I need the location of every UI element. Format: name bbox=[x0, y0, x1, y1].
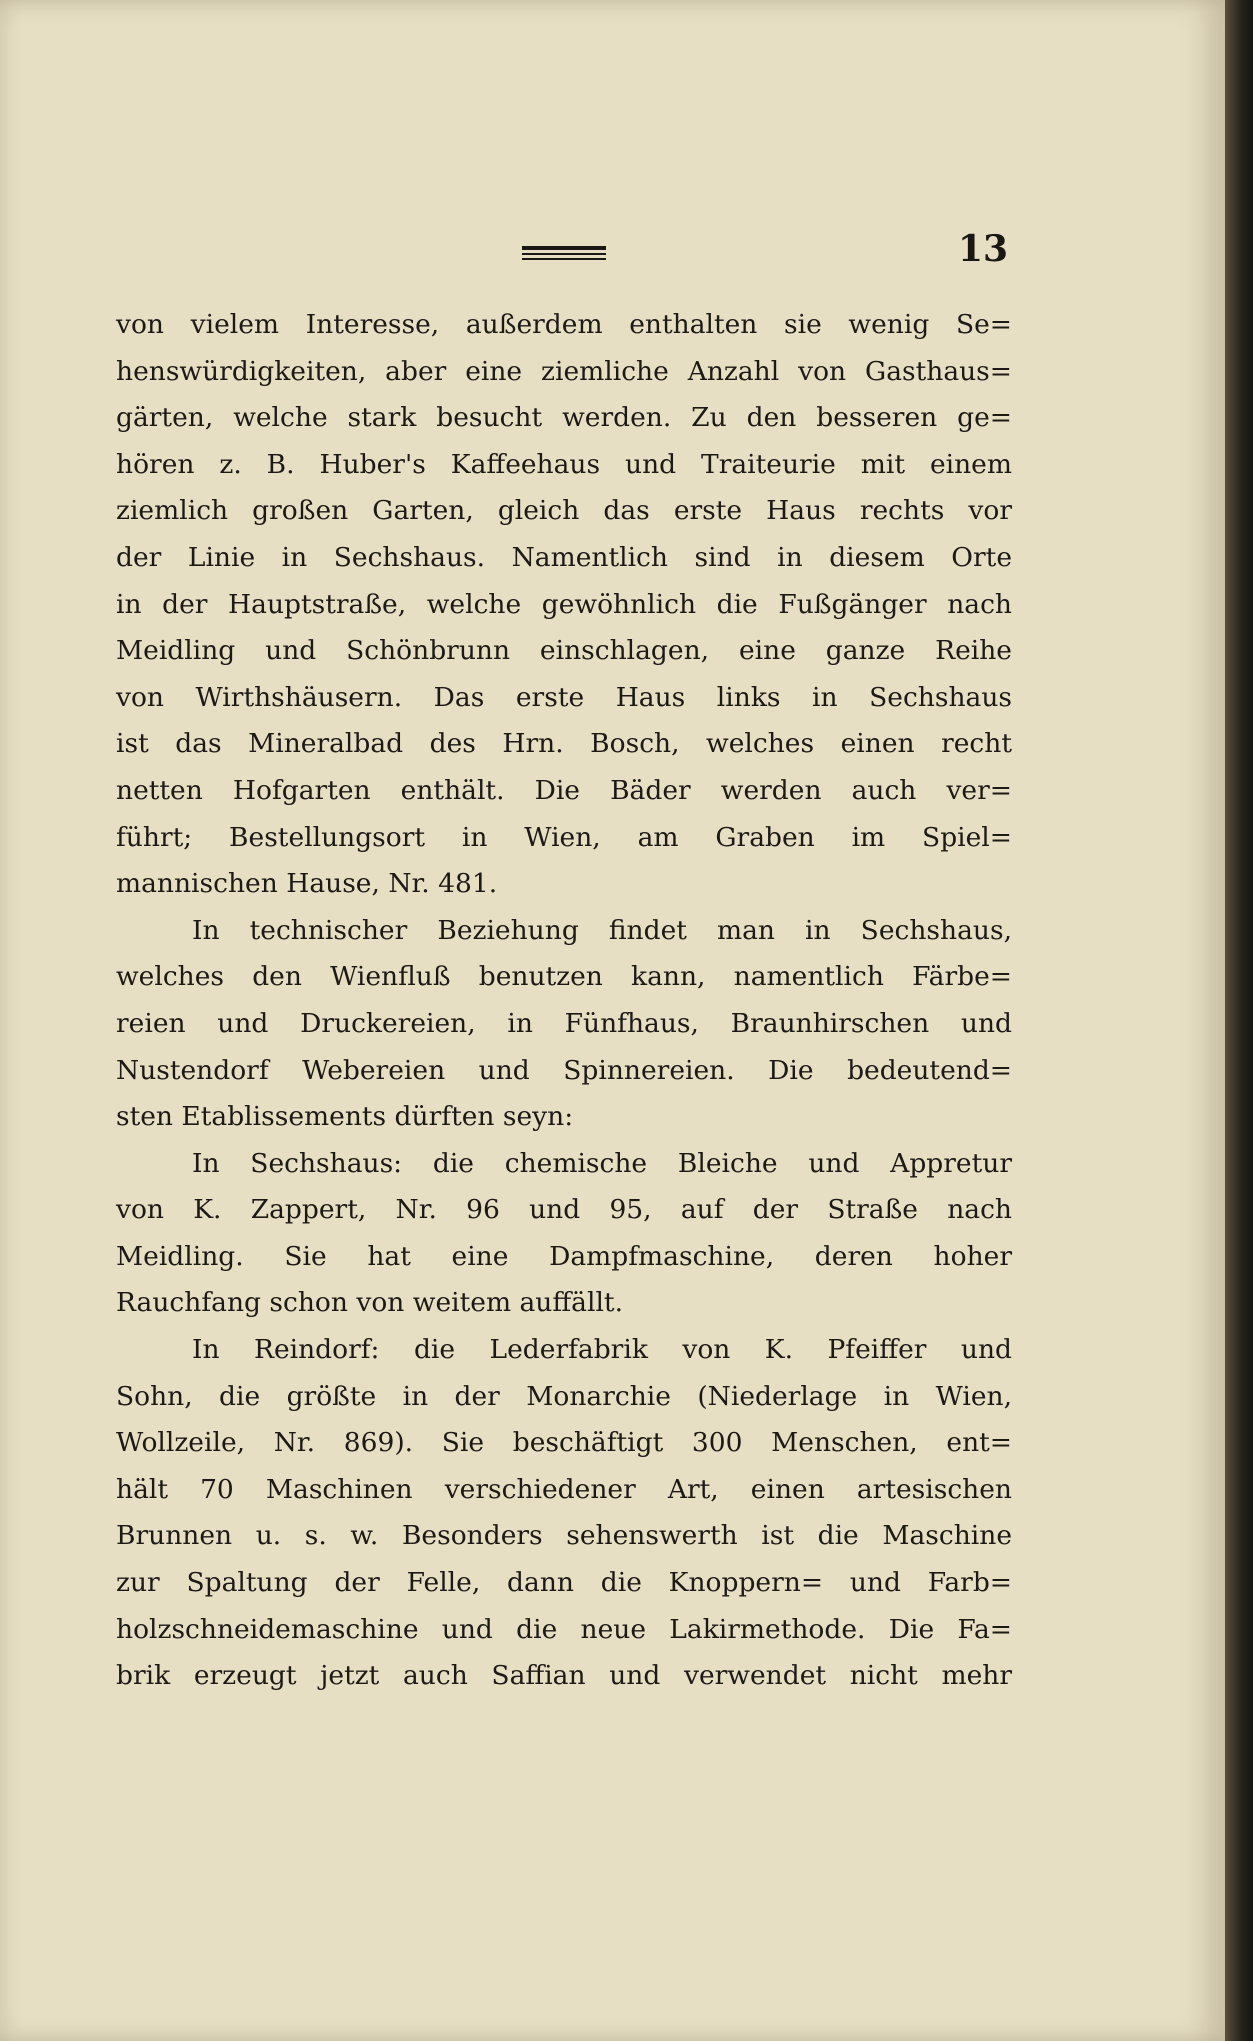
text-line: brik erzeugt jetzt auch Saffian und verwendet nicht mehr bbox=[116, 1660, 1012, 1692]
text-line: Sohn, die größte in der Monarchie (Niederlage in Wien, bbox=[116, 1380, 1012, 1412]
text-line: Rauchfang schon von weitem auffällt. bbox=[116, 1287, 624, 1319]
text-line: In Sechshaus: die chemische Bleiche und Appretur bbox=[192, 1147, 1012, 1179]
page-number: 13 bbox=[958, 228, 1009, 270]
text-line: henswürdigkeiten, aber eine ziemliche Anzahl von Gasthaus= bbox=[116, 355, 1012, 387]
text-line: Meidling. Sie hat eine Dampfmaschine, deren hoher bbox=[116, 1240, 1012, 1272]
text-line: ziemlich großen Garten, gleich das erste Haus rechts vor bbox=[116, 495, 1012, 527]
text-line: in der Hauptstraße, welche gewöhnlich die Fußgänger nach bbox=[116, 588, 1012, 620]
text-line: hält 70 Maschinen verschiedener Art, einen artesischen bbox=[116, 1473, 1012, 1505]
body-text bbox=[116, 302, 1012, 1700]
text-line: holzschneidemaschine und die neue Lakirmethode. Die Fa= bbox=[116, 1613, 1012, 1645]
text-line: Meidling und Schönbrunn einschlagen, eine ganze Reihe bbox=[116, 635, 1012, 667]
text-line: führt; Bestellungsort in Wien, am Graben im Spiel= bbox=[116, 821, 1012, 853]
text-line: In technischer Beziehung findet man in Sechshaus, bbox=[192, 914, 1012, 946]
page-gutter-edge bbox=[1225, 0, 1253, 2041]
text-line: Wollzeile, Nr. 869). Sie beschäftigt 300 Menschen, ent= bbox=[116, 1427, 1012, 1459]
text-line: sten Etablissements dürften seyn: bbox=[116, 1101, 574, 1133]
text-line: von Wirthshäusern. Das erste Haus links in Sechshaus bbox=[116, 681, 1012, 713]
text-line: gärten, welche stark besucht werden. Zu den besseren ge= bbox=[116, 402, 1012, 434]
text-line: von vielem Interesse, außerdem enthalten sie wenig Se= bbox=[116, 309, 1012, 340]
text-line: In Reindorf: die Lederfabrik von K. Pfeiffer und bbox=[192, 1334, 1012, 1366]
text-line: zur Spaltung der Felle, dann die Knoppern= und Farb= bbox=[116, 1567, 1012, 1599]
header-ornament-rule bbox=[522, 246, 606, 260]
text-line: Nustendorf Webereien und Spinnereien. Die bedeutend= bbox=[116, 1054, 1012, 1086]
text-line: reien und Druckereien, in Fünfhaus, Braunhirschen und bbox=[116, 1007, 1012, 1039]
text-line: der Linie in Sechshaus. Namentlich sind in diesem Orte bbox=[116, 541, 1012, 573]
text-line: von K. Zappert, Nr. 96 und 95, auf der Straße nach bbox=[116, 1194, 1012, 1226]
text-line: hören z. B. Huber's Kaffeehaus und Traiteurie mit einem bbox=[116, 448, 1012, 480]
text-line: mannischen Hause, Nr. 481. bbox=[116, 868, 498, 900]
text-line: welches den Wienfluß benutzen kann, namentlich Färbe= bbox=[116, 961, 1012, 993]
text-line: ist das Mineralbad des Hrn. Bosch, welches einen recht bbox=[116, 728, 1012, 760]
text-line: Brunnen u. s. w. Besonders sehenswerth ist die Maschine bbox=[116, 1520, 1012, 1552]
text-line: netten Hofgarten enthält. Die Bäder werden auch ver= bbox=[116, 774, 1012, 806]
